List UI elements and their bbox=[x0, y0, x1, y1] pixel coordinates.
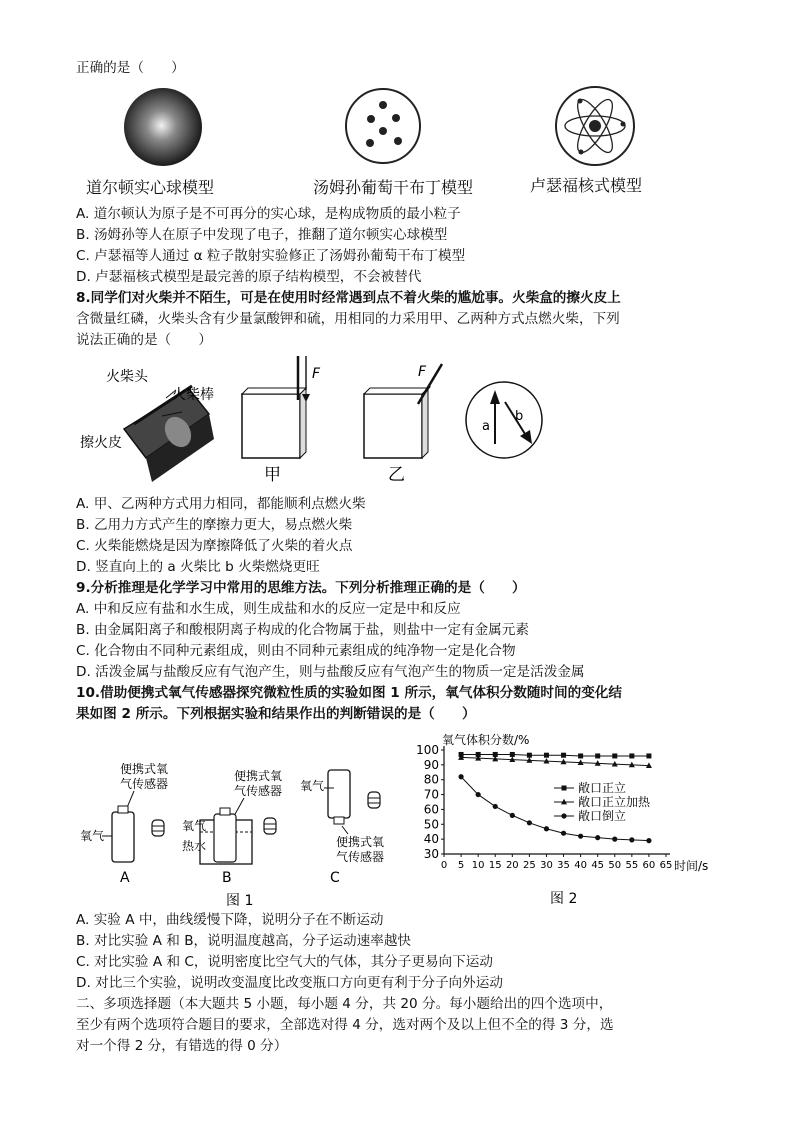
rutherford-model-image bbox=[553, 84, 637, 168]
figure-1-caption: 图 1 bbox=[226, 893, 254, 909]
q10-option-a: A. 实验 A 中，曲线缓慢下降，说明分子在不断运动 bbox=[76, 912, 384, 928]
force-label-yi: F bbox=[418, 364, 427, 380]
q10-option-c: C. 对比实验 A 和 C，说明密度比空气大的气体，其分子更易向下运动 bbox=[76, 954, 493, 970]
q9-option-d: D. 活泼金属与盐酸反应有气泡产生，则与盐酸反应有气泡产生的物质一定是活泼金属 bbox=[76, 664, 585, 680]
legend-label: 敞口正立加热 bbox=[578, 795, 651, 809]
data-point bbox=[612, 753, 617, 758]
match-stick-label: 火柴棒 bbox=[172, 387, 214, 403]
matchbox-figure bbox=[74, 354, 554, 489]
x-tick-label: 20 bbox=[505, 860, 519, 871]
force-label-jia: F bbox=[312, 366, 321, 382]
y-tick-label: 80 bbox=[423, 772, 439, 787]
section-2-line-2: 至少有两个选项符合题目的要求，全部选对得 4 分，选对两个及以上但不全的得 3 分，选 bbox=[76, 1017, 614, 1033]
thomson-caption: 汤姆孙葡萄干布丁模型 bbox=[313, 178, 474, 197]
q10-stem-line-1: 10.借助便携式氧气传感器探究微粒性质的实验如图 1 所示，氧气体积分数随时间的变化结 bbox=[76, 685, 622, 701]
q8-option-a: A. 甲、乙两种方式用力相同，都能顺利点燃火柴 bbox=[76, 496, 366, 512]
series-line bbox=[461, 757, 649, 765]
y-tick-label: 30 bbox=[423, 847, 439, 861]
q8-stem-line-3: 说法正确的是（ ） bbox=[76, 332, 212, 348]
data-point bbox=[476, 792, 481, 797]
data-point bbox=[578, 753, 583, 758]
figure-2-caption: 图 2 bbox=[550, 891, 578, 907]
sensor-label-c-2: 气传感器 bbox=[336, 850, 385, 864]
data-point bbox=[561, 831, 566, 836]
data-point bbox=[544, 826, 549, 831]
sensor-label-a-1: 便携式氧 bbox=[120, 762, 169, 776]
oxygen-label-b: 氧气 bbox=[182, 819, 207, 833]
q9-stem: 9.分析推理是化学学习中常用的思维方法。下列分析推理正确的是（ ） bbox=[76, 580, 526, 596]
data-point bbox=[527, 753, 532, 758]
x-tick-label: 25 bbox=[523, 860, 536, 871]
thomson-model-image bbox=[343, 86, 423, 166]
match-head-label: 火柴头 bbox=[106, 369, 148, 385]
q8-option-b: B. 乙用力方式产生的摩擦力更大，易点燃火柴 bbox=[76, 517, 353, 533]
x-tick-label: 5 bbox=[457, 860, 465, 871]
x-tick-label: 45 bbox=[591, 860, 605, 871]
legend-label: 敞口倒立 bbox=[578, 809, 627, 823]
yi-label: 乙 bbox=[388, 465, 405, 485]
y-tick-label: 60 bbox=[423, 802, 439, 817]
q10-option-b: B. 对比实验 A 和 B，说明温度越高，分子运动速率越快 bbox=[76, 933, 412, 949]
section-2-line-3: 对一个得 2 分，有错选的得 0 分） bbox=[76, 1038, 288, 1054]
setup-c-label: C bbox=[330, 870, 340, 886]
q8-option-d: D. 竖直向上的 a 火柴比 b 火柴燃烧更旺 bbox=[76, 559, 320, 575]
data-point bbox=[646, 753, 651, 758]
q7-option-b: B. 汤姆孙等人在原子中发现了电子，推翻了道尔顿实心球模型 bbox=[76, 227, 448, 243]
chart-ylabel: 氧气体积分数/% bbox=[442, 733, 530, 747]
q7-option-c: C. 卢瑟福等人通过 α 粒子散射实验修正了汤姆孙葡萄干布丁模型 bbox=[76, 248, 466, 264]
match-b-label: b bbox=[515, 409, 524, 424]
x-tick-label: 50 bbox=[608, 860, 622, 871]
oxygen-fraction-chart bbox=[404, 728, 709, 908]
setup-a-label: A bbox=[120, 870, 130, 886]
data-point bbox=[646, 838, 651, 843]
q7-stem-tail: 正确的是（ ） bbox=[76, 60, 185, 76]
y-tick-label: 70 bbox=[423, 787, 439, 802]
q9-option-b: B. 由金属阳离子和酸根阴离子构成的化合物属于盐，则盐中一定有金属元素 bbox=[76, 622, 529, 638]
q10-stem-line-2: 果如图 2 所示。下列根据实验和结果作出的判断错误的是（ ） bbox=[76, 706, 476, 722]
x-tick-label: 65 bbox=[659, 860, 673, 871]
data-point bbox=[595, 753, 600, 758]
x-tick-label: 30 bbox=[540, 860, 553, 871]
section-2-line-1: 二、多项选择题（本大题共 5 小题，每小题 4 分，共 20 分。每小题给出的四个选项中， bbox=[76, 996, 613, 1012]
q8-stem-line-2: 含微量红磷，火柴头含有少量氯酸钾和硫，用相同的力采用甲、乙两种方式点燃火柴，下列 bbox=[76, 311, 620, 327]
q9-option-a: A. 中和反应有盐和水生成，则生成盐和水的反应一定是中和反应 bbox=[76, 601, 461, 617]
rutherford-caption: 卢瑟福核式模型 bbox=[530, 176, 643, 195]
q7-option-a: A. 道尔顿认为原子是不可再分的实心球，是构成物质的最小粒子 bbox=[76, 206, 461, 222]
jia-label: 甲 bbox=[264, 465, 281, 485]
data-point bbox=[510, 813, 515, 818]
chart-xlabel: 时间/s bbox=[674, 859, 709, 873]
data-point bbox=[612, 837, 617, 842]
match-a-label: a bbox=[482, 419, 490, 434]
oxygen-label-a: 氧气 bbox=[80, 829, 105, 843]
setup-b-label: B bbox=[222, 870, 232, 886]
striker-label: 擦火皮 bbox=[80, 435, 122, 451]
x-tick-label: 0 bbox=[440, 860, 448, 871]
x-tick-label: 35 bbox=[557, 860, 570, 871]
q8-option-c: C. 火柴能燃烧是因为摩擦降低了火柴的着火点 bbox=[76, 538, 353, 554]
data-point bbox=[510, 752, 515, 757]
data-point bbox=[527, 820, 532, 825]
y-tick-label: 90 bbox=[423, 757, 439, 772]
dalton-caption: 道尔顿实心球模型 bbox=[86, 178, 215, 197]
data-point bbox=[578, 834, 583, 839]
x-tick-label: 55 bbox=[625, 860, 639, 871]
data-point bbox=[629, 837, 634, 842]
x-tick-label: 15 bbox=[488, 860, 502, 871]
y-tick-label: 100 bbox=[416, 743, 439, 757]
y-tick-label: 40 bbox=[423, 832, 439, 847]
legend-marker bbox=[561, 813, 566, 818]
data-point bbox=[561, 753, 566, 758]
sensor-label-c-1: 便携式氧 bbox=[336, 835, 385, 849]
series-line bbox=[461, 754, 649, 755]
sensor-label-b-2: 气传感器 bbox=[234, 784, 283, 798]
x-tick-label: 10 bbox=[471, 860, 485, 871]
legend-marker bbox=[562, 786, 567, 791]
oxygen-label-c: 氧气 bbox=[300, 779, 325, 793]
dalton-model-image bbox=[122, 86, 204, 168]
data-point bbox=[629, 753, 634, 758]
y-tick-label: 50 bbox=[423, 817, 439, 832]
sensor-label-b-1: 便携式氧 bbox=[234, 769, 283, 783]
data-point bbox=[544, 753, 549, 758]
q8-stem-line-1: 8.同学们对火柴并不陌生，可是在使用时经常遇到点不着火柴的尴尬事。火柴盒的擦火皮上 bbox=[76, 290, 621, 306]
x-tick-label: 40 bbox=[574, 860, 587, 871]
q10-option-d: D. 对比三个实验，说明改变温度比改变瓶口方向更有利于分子向外运动 bbox=[76, 975, 503, 991]
q7-option-d: D. 卢瑟福核式模型是最完善的原子结构模型，不会被替代 bbox=[76, 269, 422, 285]
sensor-label-a-2: 气传感器 bbox=[120, 777, 169, 791]
data-point bbox=[595, 835, 600, 840]
hot-water-label: 热水 bbox=[182, 839, 207, 853]
legend-label: 敞口正立 bbox=[578, 781, 627, 795]
data-point bbox=[458, 774, 463, 779]
experiment-setup-figure bbox=[76, 760, 406, 910]
q9-option-c: C. 化合物由不同种元素组成，则由不同种元素组成的纯净物一定是化合物 bbox=[76, 643, 516, 659]
x-tick-label: 60 bbox=[642, 860, 656, 871]
data-point bbox=[493, 804, 498, 809]
